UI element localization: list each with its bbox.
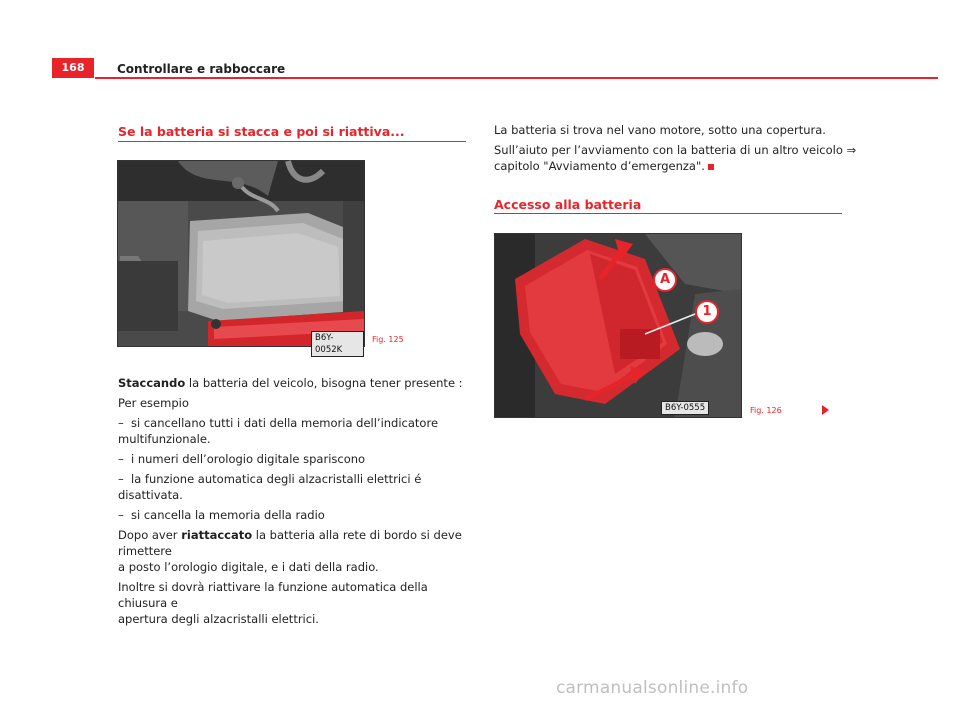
dash-bullet: – bbox=[118, 508, 124, 522]
dash-bullet: – bbox=[118, 472, 124, 486]
list-item bbox=[118, 451, 478, 467]
list-item-text: i numeri dell’orologio digitale spariscono bbox=[131, 452, 366, 466]
figure-125-engine-bay bbox=[117, 160, 365, 355]
left-body-text bbox=[118, 375, 478, 631]
engine-bay-illustration bbox=[118, 161, 364, 346]
figure-code: B6Y-0555 bbox=[661, 401, 709, 415]
list-item-continuation: multifunzionale. bbox=[118, 432, 211, 446]
label-a-marker: A bbox=[653, 268, 677, 292]
section-rule bbox=[118, 141, 466, 142]
jump-start-paragraph-line2 bbox=[494, 158, 874, 174]
figure-caption: Fig. 126 bbox=[750, 406, 782, 415]
dash-bullet: – bbox=[118, 452, 124, 466]
list-item-text: si cancella la memoria della radio bbox=[131, 508, 325, 522]
stop-square-icon bbox=[708, 164, 714, 170]
list-item bbox=[118, 415, 478, 431]
jump-start-paragraph: Sull’aiuto per l’avviamento con la batteria di un altro veicolo ⇒ bbox=[494, 143, 857, 157]
reconnect-paragraph-line2: a posto l’orologio digitale, e i dati della radio. bbox=[118, 560, 379, 574]
list-item-text: si cancellano tutti i dati della memoria dell’indicatore bbox=[131, 416, 439, 430]
reactivate-paragraph: Inoltre si dovrà riattivare la funzione automatica della chiusura e bbox=[118, 580, 428, 610]
figure-code: B6Y-0052K bbox=[311, 331, 364, 357]
label-1-marker: 1 bbox=[695, 300, 719, 324]
section-rule bbox=[494, 213, 842, 214]
list-item bbox=[118, 471, 478, 503]
page-number: 168 bbox=[52, 58, 94, 78]
jump-start-text: capitolo "Avviamento d’emergenza". bbox=[494, 159, 705, 173]
figure-caption: Fig. 125 bbox=[372, 335, 404, 344]
figure-126-battery-access bbox=[494, 233, 742, 418]
battery-access-illustration bbox=[495, 234, 741, 417]
reconnect-text: la batteria alla rete di bordo si deve rimettere bbox=[118, 528, 462, 558]
section-heading-battery-reconnect: Se la batteria si stacca e poi si riattiva... bbox=[118, 124, 405, 139]
watermark: carmanualsonline.info bbox=[556, 678, 749, 698]
intro-text: la batteria del veicolo, bisogna tener presente : bbox=[185, 376, 463, 390]
right-body-text bbox=[494, 122, 874, 178]
section-heading-battery-access: Accesso alla batteria bbox=[494, 197, 642, 212]
list-item bbox=[118, 507, 478, 523]
reconnect-text: Dopo aver bbox=[118, 528, 182, 542]
battery-location-paragraph: La batteria si trova nel vano motore, sotto una copertura. bbox=[494, 123, 826, 137]
running-title: Controllare e rabboccare bbox=[117, 62, 286, 76]
example-label: Per esempio bbox=[118, 396, 189, 410]
list-item-text: la funzione automatica degli alzacristalli elettrici é disattivata. bbox=[118, 472, 422, 502]
reactivate-paragraph-line2: apertura degli alzacristalli elettrici. bbox=[118, 612, 319, 626]
dash-bullet: – bbox=[118, 416, 124, 430]
next-page-arrow-icon bbox=[822, 405, 829, 415]
riattaccato-term: riattaccato bbox=[181, 528, 253, 542]
header-rule bbox=[95, 77, 938, 79]
staccando-term: Staccando bbox=[118, 376, 186, 390]
reconnect-paragraph bbox=[118, 527, 478, 559]
intro-paragraph bbox=[118, 375, 478, 391]
